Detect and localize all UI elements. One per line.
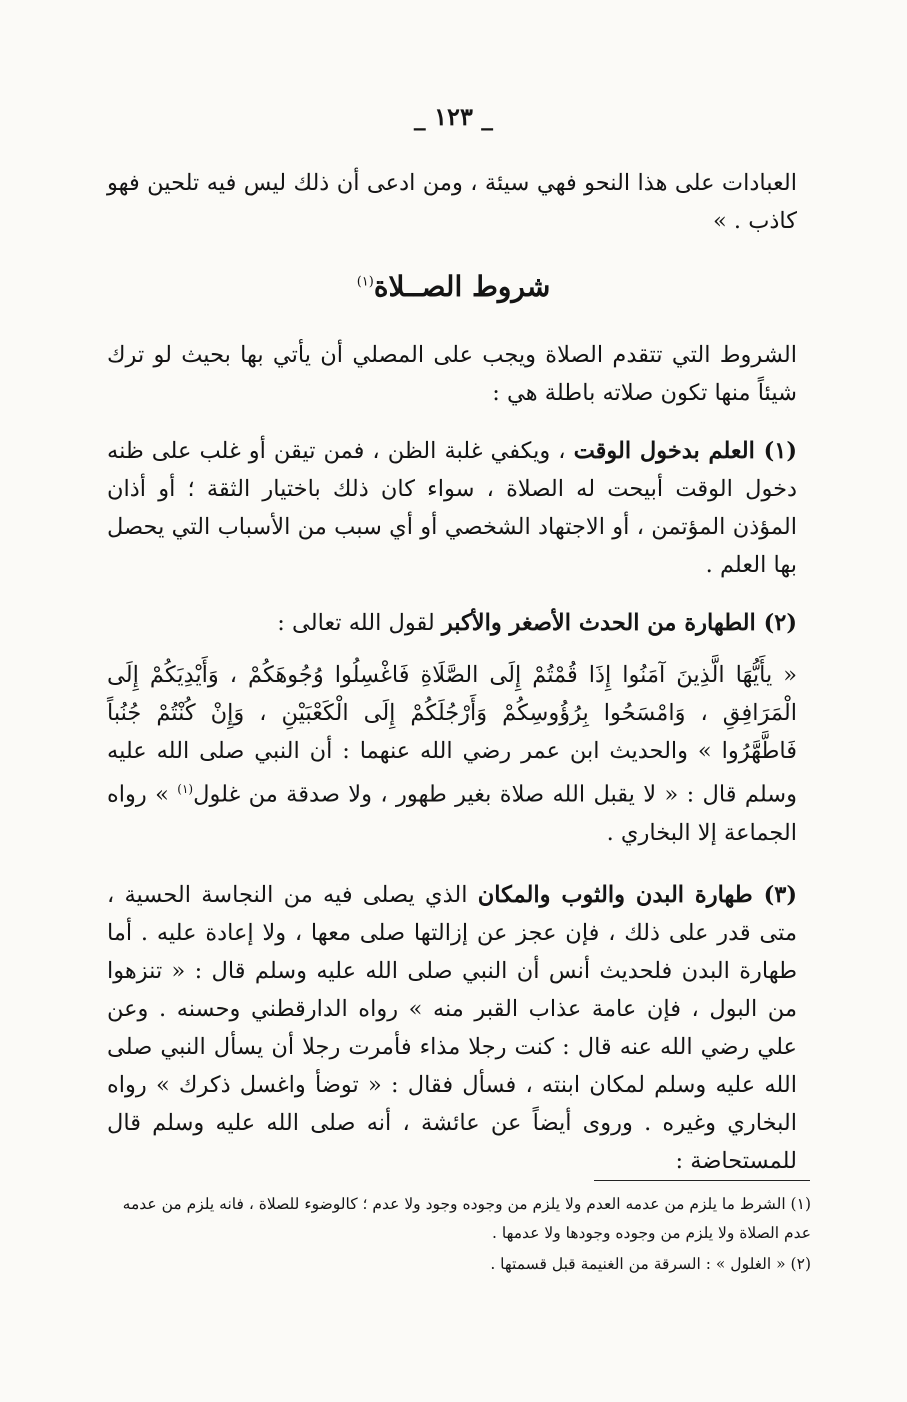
paragraph-condition-3 — [107, 876, 797, 1180]
paragraph-condition-2 — [107, 604, 797, 642]
paragraph-intro-conditions — [107, 336, 797, 412]
footnote-2: (٢) « الغلول » : السرقة من الغنيمة قبل قسمتها . — [490, 1255, 811, 1273]
paragraph-text: « يأَيُّهَا الَّذِينَ آمَنُوا إِذَا قُمْتُمْ إِلَى الصَّلَاةِ فَاغْسِلُوا وُجُوهَكُمْ ، وَأَيْدِيَكُمْ إِلَى الْمَرَافِقِ ، وَامْسَحُوا بِرُؤُوسِكُمْ وَأَرْجُلَكُمْ إِلَى الْكَعْبَيْنِ ، وَإِنْ كُنْتُمْ جُنُباً فَاطَّهَّرُوا » والحديث ابن عمر رضي الله عنهما : أن النبي صلى الله عليه وسلم قال : « لا يقبل الله صلاة بغير طهور ، ولا صدقة من غلول — [107, 662, 797, 808]
paragraph-text: الشروط التي تتقدم الصلاة ويجب على المصلي أن يأتي بها بحيث لو ترك شيئاً منها تكون صلاته باطلة هي : — [107, 342, 797, 406]
condition-title: (٣) طهارة البدن والثوب والمكان — [477, 882, 797, 908]
condition-title: (١) العلم بدخول الوقت — [573, 438, 798, 464]
intro-paragraph — [107, 164, 797, 240]
page-number: _ ١٢٣ _ — [413, 102, 494, 131]
paragraph-quran-hadith — [107, 656, 797, 852]
paragraph-text: لقول الله تعالى : — [277, 610, 442, 636]
heading-title: شروط الصــلاة — [373, 270, 551, 303]
footnote-ref: (١) — [177, 782, 194, 796]
heading-footnote-ref: (١) — [356, 274, 374, 290]
footnote-divider — [594, 1180, 810, 1181]
section-heading — [0, 270, 907, 303]
paragraph-text: الذي يصلى فيه من النجاسة الحسية ، متى قدر على ذلك ، فإن عجز عن إزالتها صلى معها ، ولا إعادة عليه . أما طهارة البدن فلحديث أنس أن النبي صلى الله عليه وسلم قال : « تنزهوا من البول ، فإن عامة عذاب القبر منه » رواه الدارقطني وحسنه . وعن علي رضي الله عنه قال : كنت رجلا مذاء فأمرت رجلا أن يسأل النبي صلى الله عليه وسلم لمكان ابنته ، فسأل فقال : « توضأ واغسل ذكرك » رواه البخاري وغيره . وروى أيضاً عن عائشة ، أنه صلى الله عليه وسلم قال للمستحاضة : — [107, 882, 797, 1174]
paragraph-text: ، ويكفي غلبة الظن ، فمن تيقن أو غلب على ظنه دخول الوقت أبيحت له الصلاة ، سواء كان ذلك باختيار الثقة ؛ أو أذان المؤذن المؤتمن ، أو الاجتهاد الشخصي أو أي سبب من الأسباب التي يحصل بها العلم . — [107, 438, 797, 578]
condition-title: (٢) الطهارة من الحدث الأصغر والأكبر — [441, 610, 797, 636]
intro-text: العبادات على هذا النحو فهي سيئة ، ومن ادعى أن ذلك ليس فيه تلحين فهو كاذب . » — [107, 170, 797, 234]
paragraph-text-end: » رواه الجماعة إلا البخاري . — [107, 781, 797, 846]
footnote-1: (١) الشرط ما يلزم من عدمه العدم ولا يلزم من وجوده وجود ولا عدم ؛ كالوضوء للصلاة ، فانه يلزم من عدمه عدم الصلاة ولا يلزم من وجوده وجودها ولا عدمها . — [122, 1195, 811, 1242]
paragraph-condition-1 — [107, 432, 797, 584]
